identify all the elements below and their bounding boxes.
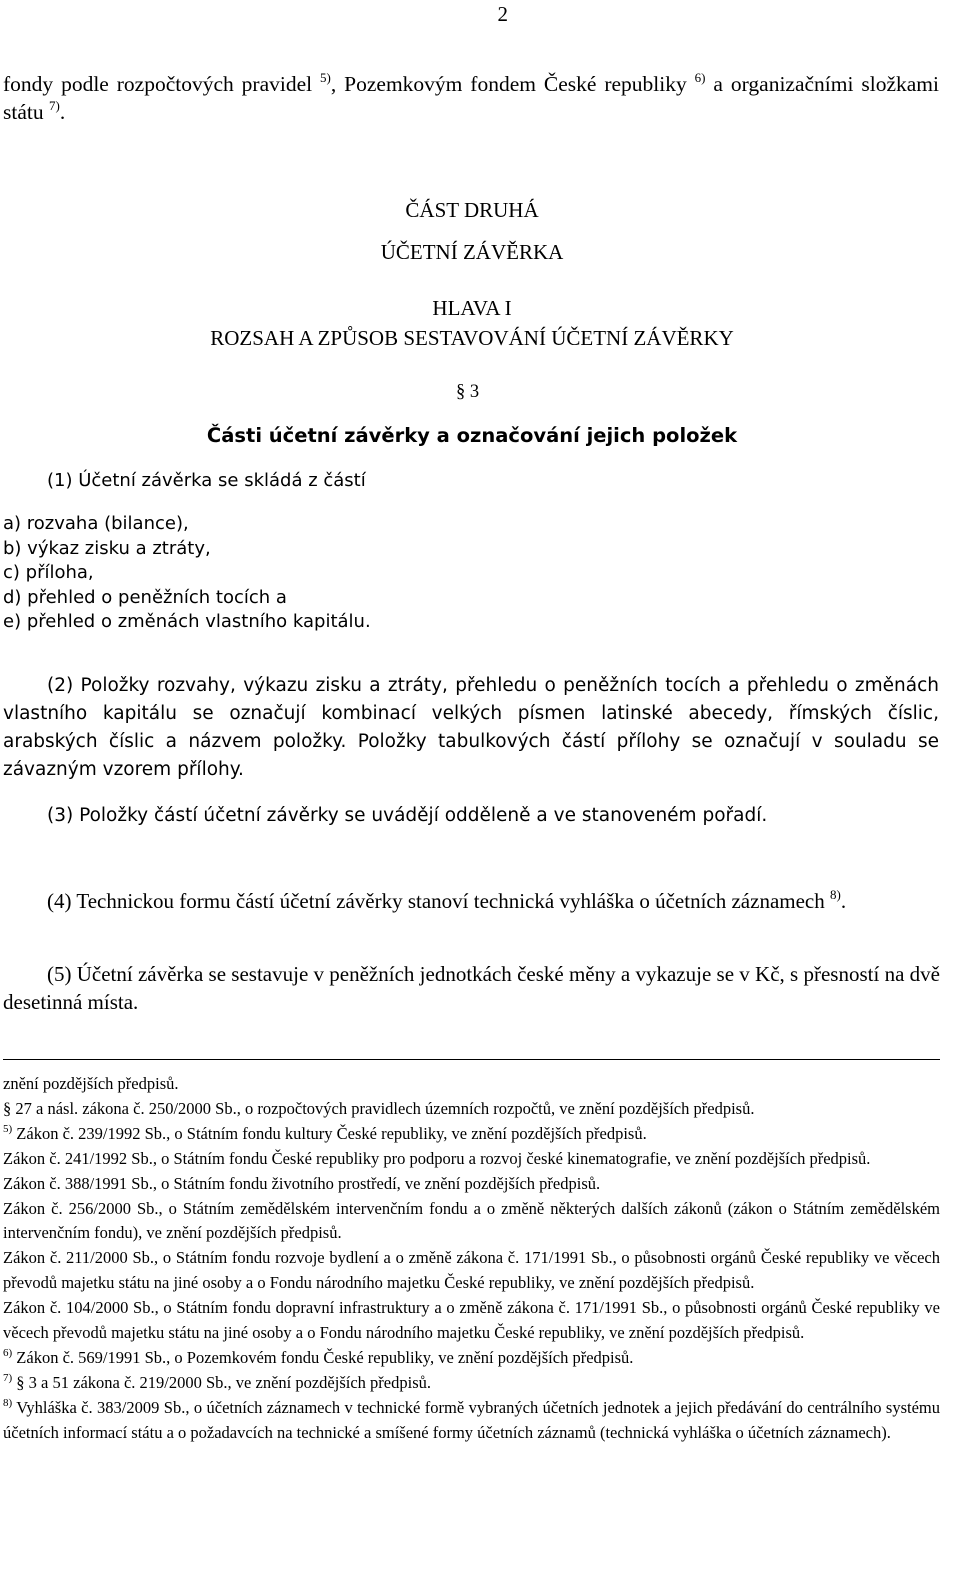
section-title: Části účetní závěrky a označování jejich položek	[206, 424, 738, 447]
head-title: HLAVA I	[432, 296, 512, 320]
footnote-marker: 8)	[3, 1396, 13, 1409]
paragraph-1-intro: (1) Účetní závěrka se skládá z částí	[47, 470, 366, 491]
footnote-ref-7: 7)	[48, 98, 60, 113]
intro-text-1: fondy podle rozpočtových pravidel	[3, 72, 313, 96]
footnote-6	[3, 1346, 940, 1371]
page-number: 2	[497, 2, 508, 26]
list-item: d) přehled o peněžních tocích a	[3, 586, 287, 608]
intro-text-4: .	[59, 100, 66, 124]
footnote-marker: 5)	[3, 1122, 13, 1135]
paragraph-5	[3, 960, 940, 1016]
footnote-7	[3, 1371, 940, 1396]
footnote: § 27 a násl. zákona č. 250/2000 Sb., o rozpočtových pravidlech územních rozpočtů, ve znění pozdějších předpisů.	[3, 1098, 755, 1118]
footnote: Zákon č. 104/2000 Sb., o Státním fondu dopravní infrastruktury a o změně zákona č. 171/1991 Sb., o působnosti orgánů České republiky ve věcech převodů majetku státu na jiné osoby a o Fondu národního majetku České republiky, ve znění pozdějších předpisů.	[3, 1298, 940, 1343]
footnote-text: Vyhláška č. 383/2009 Sb., o účetních záznamech v technické formě vybraných účetních jednotek a jejich předávání do centrálního systému účetních informací státu a o požadavcích na technické a smíšené formy účetních záznamů (technická vyhláška o účetních záznamech).	[3, 1397, 940, 1442]
paragraph-5-text: (5) Účetní závěrka se sestavuje v peněžních jednotkách české měny a vykazuje se v Kč, s přesností na dvě desetinná místa.	[3, 962, 940, 1014]
footnote: Zákon č. 211/2000 Sb., o Státním fondu rozvoje bydlení a o změně zákona č. 171/1991 Sb., o působnosti orgánů České republiky ve věcech převodů majetku státu na jiné osoby a o Fondu národního majetku České republiky, ve znění pozdějších předpisů.	[3, 1248, 940, 1293]
intro-text-2: , Pozemkovým fondem České republiky	[330, 72, 687, 96]
intro-paragraph	[3, 70, 939, 126]
paragraph-3	[3, 802, 939, 830]
footnote-8	[3, 1396, 940, 1446]
footnote-ref-6: 6)	[694, 70, 706, 85]
footnote-text: Zákon č. 239/1992 Sb., o Státním fondu kultury České republiky, ve znění pozdějších předpisů.	[16, 1123, 647, 1143]
list-item: e) přehled o změnách vlastního kapitálu.	[3, 611, 371, 632]
paragraph-4	[3, 887, 940, 915]
part-subtitle: ÚČETNÍ ZÁVĚRKA	[380, 240, 564, 264]
paragraph-4-end: .	[840, 889, 847, 913]
list-item: a) rozvaha (bilance),	[3, 513, 189, 534]
footnote-ref-5: 5)	[320, 70, 331, 85]
footnote: Zákon č. 256/2000 Sb., o Státním zemědělském intervenčním fondu a o změně některých dalších zákonů (zákon o Státním zemědělském intervenčním fondu), ve znění pozdějších předpisů.	[3, 1198, 940, 1243]
section-number: § 3	[456, 382, 480, 402]
footnote: Zákon č. 388/1991 Sb., o Státním fondu životního prostředí, ve znění pozdějších předpisů.	[3, 1173, 601, 1193]
footnote-5	[3, 1122, 940, 1147]
footnote: Zákon č. 241/1992 Sb., o Státním fondu České republiky pro podporu a rozvoj české kinematografie, ve znění pozdějších předpisů.	[3, 1148, 871, 1168]
head-subtitle: ROZSAH A ZPŮSOB SESTAVOVÁNÍ ÚČETNÍ ZÁVĚRKY	[210, 326, 734, 350]
paragraph-4-text: (4) Technickou formu částí účetní závěrky stanoví technická vyhláška o účetních záznamech	[47, 889, 825, 913]
list-item: c) příloha,	[3, 562, 94, 583]
footnote-marker: 7)	[3, 1371, 13, 1384]
footnote-marker: 6)	[3, 1346, 13, 1359]
paragraph-2	[3, 672, 939, 784]
paragraph-1-list	[3, 512, 371, 635]
footnote-text: Zákon č. 569/1991 Sb., o Pozemkovém fondu České republiky, ve znění pozdějších předpisů.	[16, 1347, 634, 1367]
list-item: b) výkaz zisku a ztráty,	[3, 537, 211, 559]
footnote-ref-8: 8)	[830, 887, 841, 902]
intro-text-3: a organizačními složkami státu	[3, 72, 939, 124]
paragraph-3-text: (3) Položky částí účetní závěrky se uvádějí odděleně a ve stanoveném pořadí.	[47, 805, 768, 826]
footnotes	[3, 1072, 940, 1446]
footnote-text: § 3 a 51 zákona č. 219/2000 Sb., ve znění pozdějších předpisů.	[16, 1372, 431, 1392]
footnote-divider	[3, 1059, 940, 1060]
paragraph-2-text: (2) Položky rozvahy, výkazu zisku a ztráty, přehledu o peněžních tocích a přehledu o změnách vlastního kapitálu se označují kombinací velkých písmen latinské abecedy, římských číslic, arabských číslic a názvem položky. Položky tabulkových částí přílohy se označují v souladu se závazným vzorem přílohy.	[3, 675, 939, 780]
part-title: ČÁST DRUHÁ	[405, 198, 539, 222]
footnote: znění pozdějších předpisů.	[3, 1074, 179, 1093]
